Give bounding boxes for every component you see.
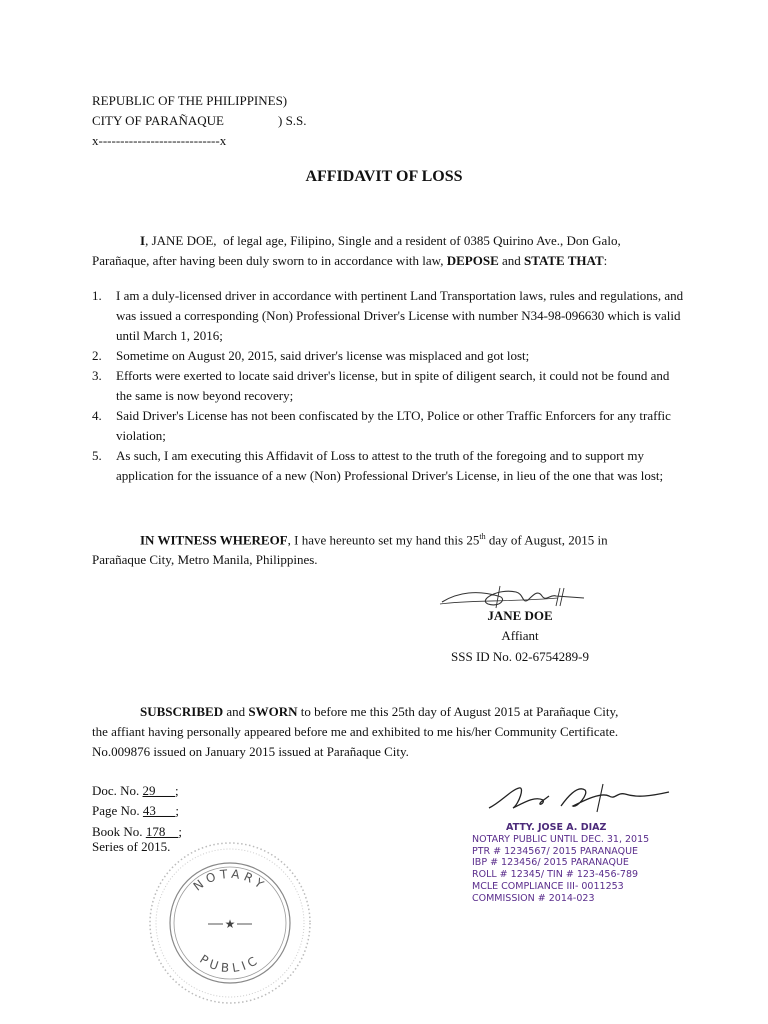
notary-line: MCLE COMPLIANCE III- 0011253 [472, 880, 624, 892]
intro-name: , JANE DOE, [145, 233, 217, 248]
notary-line: NOTARY PUBLIC UNTIL DEC. 31, 2015 [472, 833, 650, 845]
page-no-label: Page No. [92, 803, 140, 818]
witness-bold: IN WITNESS WHEREOF [140, 532, 288, 548]
intro-i: I [140, 233, 146, 248]
list-item [92, 366, 692, 406]
book-no-value: 178__ [145, 824, 179, 839]
page-no: Page No. 43___; [92, 803, 180, 818]
list-item-text: I am a duly-licensed driver in accordance with pertinent Land Transportation laws, rules and regulations, and was issued a corresponding (Non) Professional Driver's License with number N34-98-096630 which is valid until March 1, 2016; [116, 288, 684, 343]
witness-sup: th [479, 532, 486, 541]
subscribed-line3: No.009876 issued on January 2015 issued at Parañaque City. [92, 744, 409, 759]
intro-colon: : [603, 253, 608, 268]
intro-and: and [502, 253, 521, 268]
subscribed-paragraph [92, 702, 692, 762]
intro-paragraph [92, 231, 692, 271]
svg-text:PUBLIC [197, 952, 262, 975]
page-title: AFFIDAVIT OF LOSS [305, 168, 463, 185]
list-item-text: Efforts were exerted to locate said driver's license, but in spite of diligent search, it could not be found and the same is now beyond recovery; [116, 368, 670, 403]
doc-no-value: 29___ [142, 783, 176, 798]
notary-signature [485, 782, 675, 816]
list-item-text: As such, I am executing this Affidavit of Loss to attest to the truth of the foregoing and to support my application for the issuance of a new (Non) Professional Driver's License, in lieu of the one that was lost; [116, 448, 664, 483]
list-item-text: Sometime on August 20, 2015, said driver's license was misplaced and got lost; [116, 348, 530, 363]
svg-text:★: ★ [224, 917, 236, 931]
list-item [92, 346, 692, 366]
seal-bottom-text: PUBLIC [197, 951, 263, 976]
subscribed-bold1: SUBSCRIBED [140, 704, 224, 719]
list-item-number: 4. [92, 408, 102, 423]
notary-line: ROLL # 12345/ TIN # 123-456-789 [472, 869, 639, 881]
subscribed-line2: the affiant having personally appeared before me and exhibited to me his/her Community Certificate. [92, 724, 619, 739]
doc-no-label: Doc. No. [92, 783, 140, 798]
intro-depose: DEPOSE [446, 253, 499, 268]
intro-text2: Parañaque, after having been duly sworn to in accordance with law, [92, 253, 444, 268]
witness-paragraph [92, 527, 692, 570]
header-republic: REPUBLIC OF THE PHILIPPINES) [92, 93, 288, 108]
notary-info [472, 822, 649, 905]
subscribed-text1: to before me this 25th day of August 2015 at Parañaque City, [297, 704, 619, 719]
list-item [92, 406, 692, 446]
notary-seal [145, 838, 315, 1008]
affiant-id: SSS ID No. 02-6754289-9 [451, 649, 589, 664]
witness-line2: Parañaque City, Metro Manila, Philippines. [92, 552, 318, 568]
affiant-role: Affiant [501, 628, 539, 643]
header-ss: ) S.S. [278, 113, 307, 128]
notary-line: IBP # 123456/ 2015 PARANAQUE [472, 857, 629, 869]
svg-text:NOTARY [191, 867, 270, 894]
witness-text1: , I have hereunto set my hand this 25 [287, 532, 480, 548]
book-no: Book No. 178__; [92, 824, 182, 839]
header-city-label: CITY OF PARAÑAQUE [92, 113, 224, 128]
intro-text1: of legal age, Filipino, Single and a resident of 0385 Quirino Ave., Don Galo, [223, 233, 621, 248]
notary-name: ATTY. JOSE A. DIAZ [506, 822, 607, 833]
header-city [92, 111, 307, 131]
list-item-text: Said Driver's License has not been confiscated by the LTO, Police or other Traffic Enforcers for any traffic violation; [116, 408, 671, 443]
book-no-label: Book No. [92, 824, 143, 839]
list-item-number: 1. [92, 288, 102, 303]
witness-text2: day of August, 2015 in [485, 532, 608, 548]
list-item [92, 446, 692, 506]
series: Series of 2015. [92, 839, 171, 854]
affiant-name: JANE DOE [487, 608, 553, 623]
header-divider: x----------------------------x [92, 133, 227, 148]
list-item-number: 5. [92, 448, 102, 463]
subscribed-bold2: SWORN [248, 704, 298, 719]
doc-no: Doc. No. 29___; [92, 783, 179, 798]
intro-state: STATE THAT [524, 253, 604, 268]
notary-line: PTR # 1234567/ 2015 PARANAQUE [472, 845, 639, 857]
notary-line: COMMISSION # 2014-023 [472, 892, 595, 904]
subscribed-and: and [223, 704, 249, 719]
seal-top-text: NOTARY [190, 866, 270, 894]
list-item-number: 2. [92, 348, 102, 363]
page-no-value: 43___ [142, 803, 176, 818]
list-item-number: 3. [92, 368, 102, 383]
list-item [92, 286, 692, 346]
